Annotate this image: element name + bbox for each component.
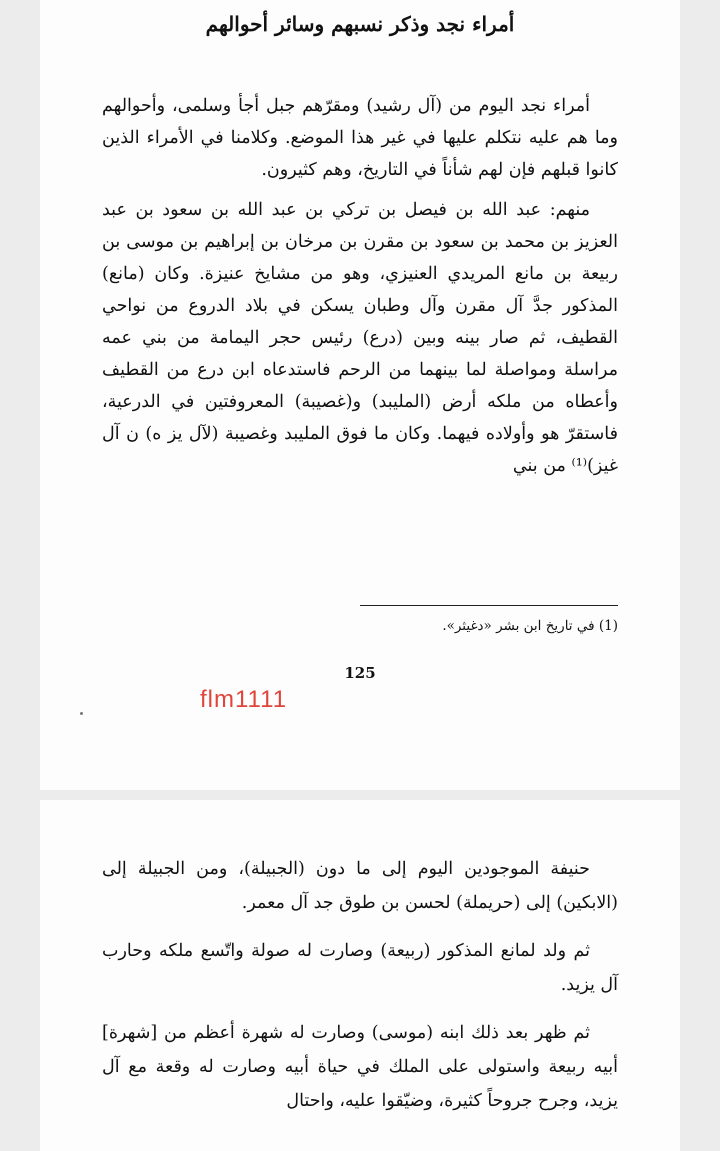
page-bottom bbox=[40, 800, 680, 1151]
scan-speck bbox=[80, 712, 83, 715]
paragraph: ثم ظهر بعد ذلك ابنه (موسى) وصارت له شهرة أعظم من [شهرة] أبيه ربيعة واستولى على الملك في حياة أبيه وصارت له وقعة مع آل يزيد، وجرح جروحاً كثيرة، وضيّقوا عليه، واحتال bbox=[102, 1023, 618, 1111]
page-body-bottom bbox=[102, 852, 618, 1118]
page-top bbox=[40, 0, 680, 790]
page-body-top bbox=[102, 90, 618, 482]
footnote: (1) في تاريخ ابن بشر «دغيثر». bbox=[442, 618, 618, 634]
paragraph: ثم ولد لمانع المذكور (ربيعة) وصارت له صولة واتّسع ملكه وحارب آل يزيد. bbox=[102, 941, 618, 995]
page-number: 125 bbox=[344, 664, 376, 682]
paragraph: منهم: عبد الله بن فيصل بن تركي بن عبد الله بن سعود بن عبد العزيز بن محمد بن سعود بن مقرن بن مرخان بن إبراهيم بن موسى بن ربيعة بن مانع المريدي العنيزي، وهو من مشايخ عنيزة. وكان (مانع) المذكور جدَّ آل مقرن وآل وطبان يسكن في بلاد الدروع من نواحي القطيف، ثم صار بينه وبين (درع) رئيس حجر اليمامة من بني عمه مراسلة ومواصلة لما بينهما من الرحم فاستدعاه ابن درع من القطيف وأعطاه من ملكه أرض (المليبد) و(غصيبة) المعروفتين في الدرعية، فاستقرّ هو وأولاده فيهما. وكان ما فوق المليبد وغصيبة (لآل يز ه) ن آل غيز)⁽¹⁾ من بني bbox=[102, 200, 618, 476]
paragraph: حنيفة الموجودين اليوم إلى ما دون (الجبيلة)، ومن الجبيلة إلى (الابكين) إلى (حريملة) لحسن بن طوق جد آل معمر. bbox=[102, 859, 618, 913]
footnote-divider bbox=[360, 605, 618, 606]
watermark-text: flm1111 bbox=[200, 686, 288, 713]
page-title: أمراء نجد وذكر نسبهم وسائر أحوالهم bbox=[205, 12, 515, 36]
paragraph: أمراء نجد اليوم من (آل رشيد) ومقرّهم جبل أجأ وسلمى، وأحوالهم وما هم عليه نتكلم عليها في غير هذا الموضع. وكلامنا في الأمراء الذين كانوا قبلهم فإن لهم شأناً في التاريخ، وهم كثيرون. bbox=[102, 96, 618, 180]
